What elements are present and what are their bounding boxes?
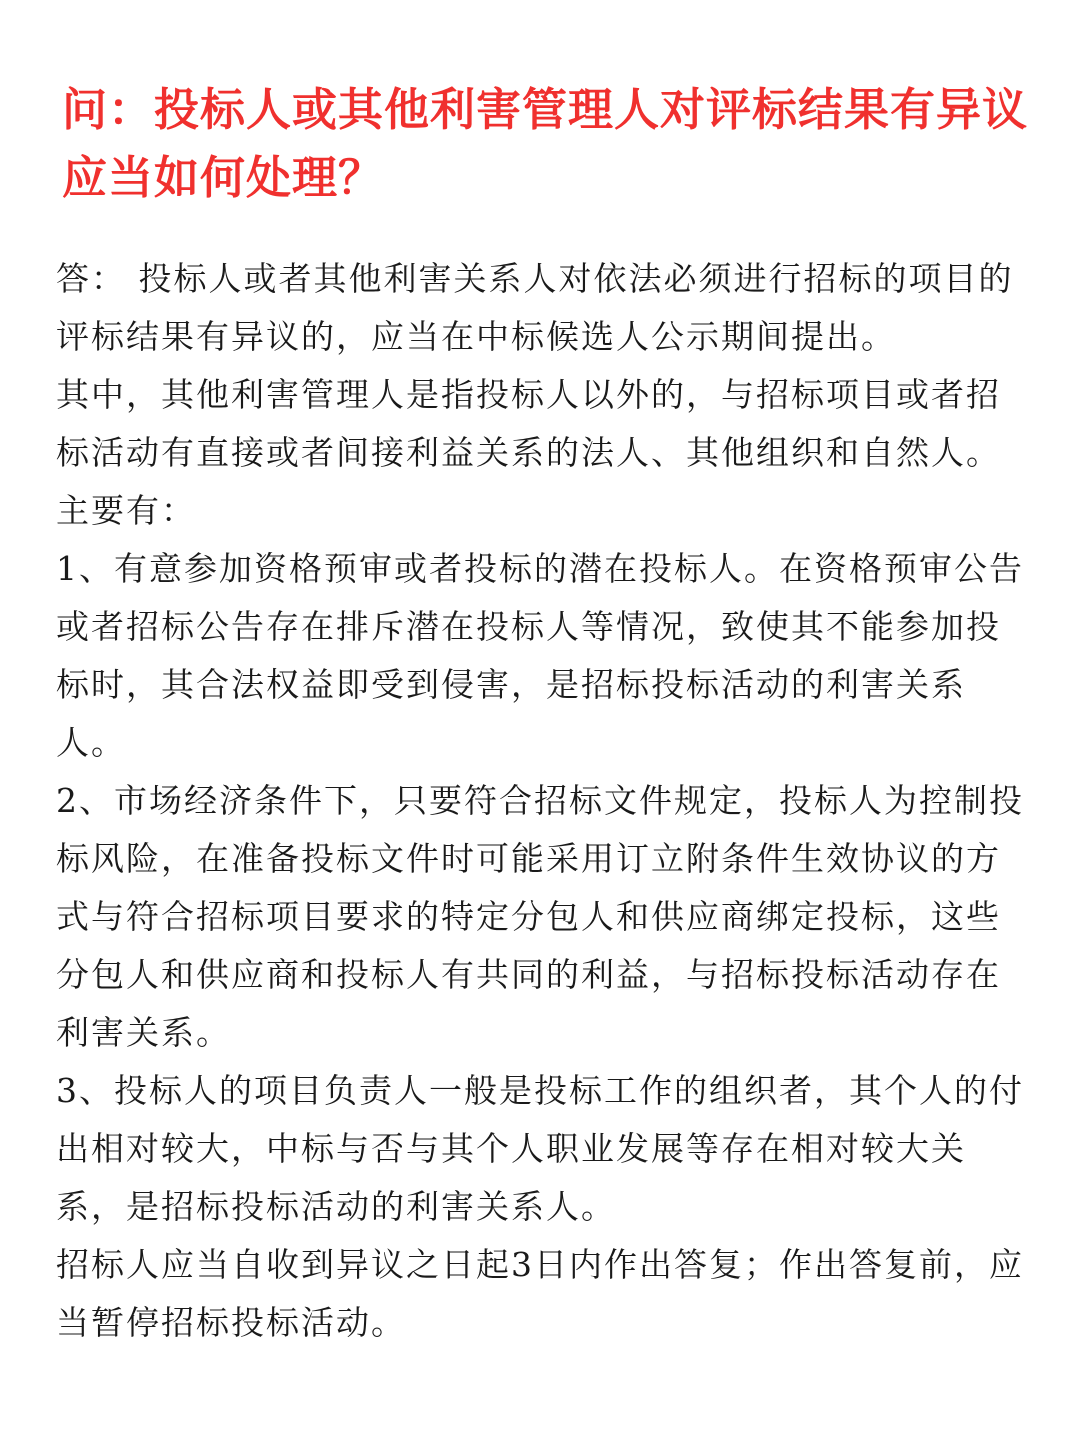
answer-intro-paragraph: 答： 投标人或者其他利害关系人对依法必须进行招标的项目的评标结果有异议的，应当在中标候选人公示期间提出。	[56, 259, 1014, 356]
question-title: 问：投标人或其他利害管理人对评标结果有异议应当如何处理？	[62, 83, 1029, 204]
closing-paragraph: 招标人应当自收到异议之日起3日内作出答复；作出答复前，应当暂停招标投标活动。	[56, 1245, 1024, 1342]
list-item-2: 2、市场经济条件下，只要符合招标文件规定，投标人为控制投标风险，在准备投标文件时可能采用订立附条件生效协议的方式与符合招标项目要求的特定分包人和供应商绑定投标，这些分包人和供应商和投标人有共同的利益，与招标投标活动存在利害关系。	[56, 781, 1024, 1052]
list-heading: 主要有：	[56, 491, 196, 530]
answer-body	[56, 250, 1026, 1352]
list-item-1: 1、有意参加资格预审或者投标的潜在投标人。在资格预审公告或者招标公告存在排斥潜在投标人等情况，致使其不能参加投标时，其合法权益即受到侵害，是招标投标活动的利害关系人。	[56, 549, 1024, 762]
definition-paragraph: 其中，其他利害管理人是指投标人以外的，与招标项目或者招标活动有直接或者间接利益关系的法人、其他组织和自然人。	[56, 375, 1001, 472]
list-item-3: 3、投标人的项目负责人一般是投标工作的组织者，其个人的付出相对较大，中标与否与其个人职业发展等存在相对较大关系，是招标投标活动的利害关系人。	[56, 1071, 1024, 1226]
